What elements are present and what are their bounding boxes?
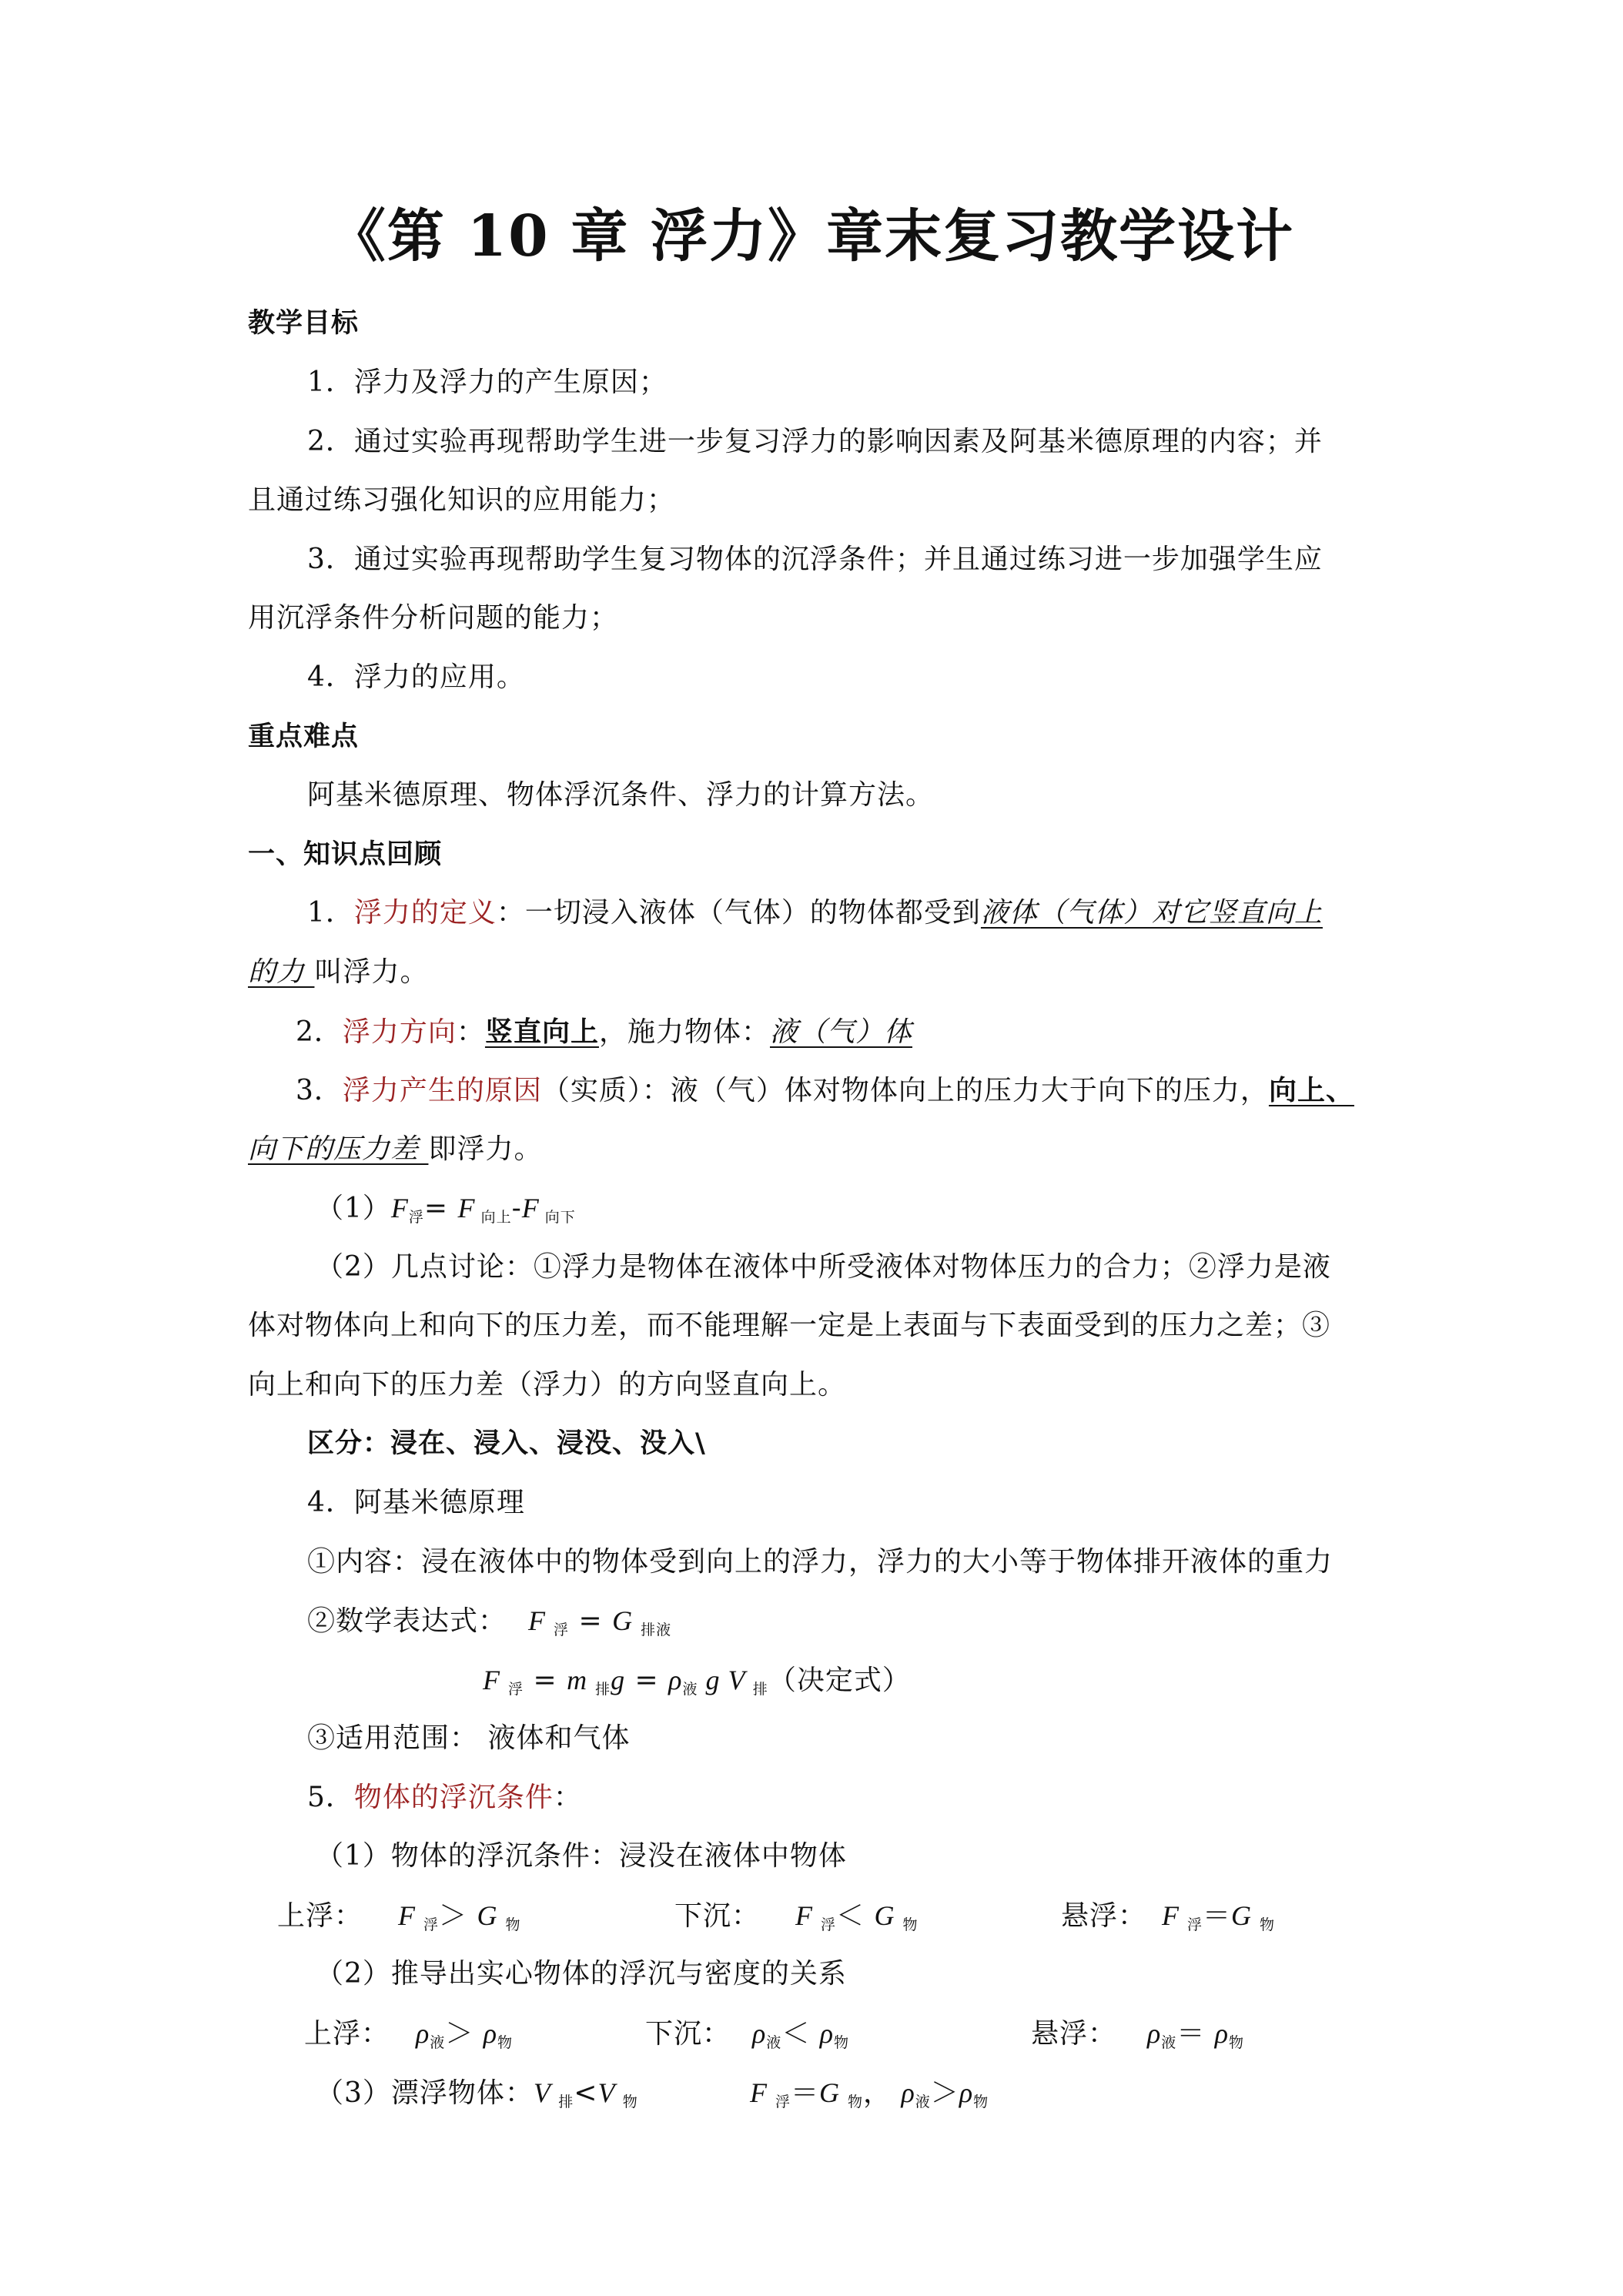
c2-rise-rho-sub: 液: [430, 2034, 446, 2051]
dir-number: 2．: [296, 1016, 343, 1048]
def-end: 叫浮力。: [314, 956, 429, 988]
discussion-line-3: 向上和向下的压力差（浮力）的方向竖直向上。: [248, 1369, 847, 1401]
c2-rise: [304, 2017, 513, 2060]
c1-sink-G-sub: 物: [902, 1916, 919, 1933]
c1-sink-op: ＜: [836, 1900, 875, 1932]
expr-label: ②数学表达式：: [307, 1605, 507, 1637]
c2-sink-op: ＜: [781, 2018, 820, 2050]
float-sink-title: [307, 1781, 582, 1815]
float-label: 物体的浮沉条件: [353, 1782, 554, 1813]
def-answer-1: 液体（气体）对它竖直向上: [980, 897, 1323, 929]
archimedes-title: 4．阿基米德原理: [307, 1487, 525, 1518]
buoyancy-cause-line-2: [248, 1133, 542, 1166]
expr2-V-sub: 排: [752, 1681, 768, 1698]
c2-rise-rho-obj: ρ: [483, 2018, 498, 2049]
float-number: 5．: [307, 1782, 354, 1813]
buoyancy-cause-line-1: [296, 1073, 1354, 1108]
expr2-gV: g V: [698, 1665, 753, 1695]
f1-F-down: F: [521, 1193, 540, 1223]
goal-item-3-line-2: 用沉浮条件分析问题的能力；: [248, 602, 619, 634]
c1-sink-F: F: [795, 1900, 822, 1931]
c2-suspend-op: ＝: [1176, 2018, 1215, 2050]
key-points-heading: 重点难点: [248, 721, 360, 752]
c3-rho-sub: 液: [915, 2094, 931, 2110]
c2-sink: [645, 2017, 849, 2060]
distinguish-terms: 区分：浸在、浸入、浸没、没入\: [307, 1428, 706, 1459]
def-label: 浮力的定义: [353, 897, 497, 929]
c1-suspend: [1061, 1899, 1275, 1942]
archimedes-scope: ③适用范围： 液体和气体: [307, 1722, 631, 1754]
goal-item-3-line-1: 3．通过实验再现帮助学生复习物体的沉浮条件；并且通过练习进一步加强学生应: [307, 544, 1323, 575]
c1-suspend-label: 悬浮：: [1061, 1900, 1147, 1932]
f1-eq: =: [423, 1193, 458, 1224]
dir-answer: 竖直向上: [484, 1016, 599, 1048]
goals-heading: 教学目标: [248, 308, 360, 339]
c3-V-sub: 排: [558, 2094, 574, 2110]
c2-sink-rho-sub: 液: [766, 2034, 782, 2051]
goal-item-4: 4．浮力的应用。: [307, 661, 525, 693]
c3-comma: ，: [863, 2077, 902, 2109]
discussion-line-2: 体对物体向上和向下的压力差，而不能理解一定是上表面与下表面受到的压力之差；③: [248, 1310, 1331, 1341]
c3-volume: [316, 2076, 638, 2119]
c1-rise-op: ＞: [439, 1900, 477, 1932]
expr2-eq-2: =: [625, 1665, 669, 1696]
archimedes-expression-1: [307, 1604, 671, 1647]
expr2-m: m: [567, 1665, 596, 1695]
c2-suspend-rho-obj-sub: 物: [1229, 2034, 1245, 2051]
expr2-rho: ρ: [668, 1665, 683, 1695]
c2-sink-label: 下沉：: [645, 2018, 731, 2050]
c1-suspend-G: G: [1231, 1900, 1260, 1931]
c3-V-obj-sub: 物: [622, 2094, 638, 2110]
buoyancy-definition-line-2: [248, 956, 428, 989]
c3-rho-obj-sub: 物: [973, 2094, 989, 2110]
expr2-note: （决定式）: [768, 1665, 911, 1696]
f1-minus: -: [511, 1193, 522, 1224]
page-title: 《第 10 章 浮力》章末复习教学设计: [328, 203, 1295, 269]
c1-rise-F-sub: 浮: [423, 1916, 440, 1933]
c2-rise-label: 上浮：: [304, 2018, 390, 2050]
cause-label: 浮力产生的原因: [342, 1075, 542, 1106]
f1-F-up: F: [457, 1193, 476, 1223]
formula-pressure-difference: [316, 1191, 576, 1234]
c1-sink-F-sub: 浮: [821, 1916, 837, 1933]
cause-end: 即浮力。: [428, 1133, 543, 1165]
cause-number: 3．: [296, 1075, 343, 1106]
expr1-F: F: [528, 1605, 554, 1636]
c3-gt: ＞: [930, 2077, 959, 2109]
c3-lt: <: [574, 2077, 598, 2109]
def-number: 1．: [307, 897, 354, 929]
f1-sub-down: 向下: [539, 1209, 576, 1226]
expr2-eq: =: [524, 1665, 567, 1696]
float-colon: ：: [553, 1782, 582, 1813]
expr2-rho-sub: 液: [682, 1681, 698, 1698]
archimedes-content: ①内容：浸在液体中的物体受到向上的浮力，浮力的大小等于物体排开液体的重力: [307, 1546, 1334, 1578]
c2-rise-rho-obj-sub: 物: [497, 2034, 514, 2051]
c3-V-obj: V: [597, 2077, 623, 2108]
f1-F: F: [390, 1193, 409, 1223]
dir-mid: ，施力物体：: [598, 1016, 770, 1048]
c2-rise-rho: ρ: [416, 2018, 430, 2049]
goal-item-2-line-1: 2．通过实验再现帮助学生进一步复习浮力的影响因素及阿基米德原理的内容；并: [307, 426, 1323, 457]
c1-sink-G: G: [874, 1900, 903, 1931]
c2-suspend-rho-sub: 液: [1161, 2034, 1177, 2051]
dir-answer-2: 液（气）体: [769, 1016, 912, 1048]
c1-rise-label: 上浮：: [277, 1900, 363, 1932]
expr2-g: g: [611, 1665, 626, 1695]
goal-item-1: 1．浮力及浮力的产生原因；: [307, 366, 668, 398]
archimedes-expression-2: [483, 1663, 911, 1706]
c1-suspend-F: F: [1162, 1900, 1188, 1931]
goal-item-2-line-2: 且通过练习强化知识的应用能力；: [248, 484, 676, 516]
buoyancy-direction: [296, 1015, 912, 1049]
c2-rise-op: ＞: [445, 2018, 484, 2050]
c1-rise-F: F: [398, 1900, 424, 1931]
cause-text: （实质）：液（气）体对物体向上的压力大于向下的压力，: [541, 1075, 1269, 1106]
def-answer-2: 的力: [248, 956, 315, 988]
expr1-eq: =: [569, 1605, 613, 1637]
c2-suspend-rho-obj: ρ: [1214, 2018, 1230, 2049]
cause-answer-1: 向上、: [1268, 1074, 1354, 1106]
c2-sink-rho-obj: ρ: [819, 2018, 835, 2049]
f1-sub-up: 向上: [475, 1209, 512, 1226]
c1-sink: [674, 1899, 919, 1942]
review-heading: 一、知识点回顾: [248, 839, 443, 870]
c3-prefix: （3）漂浮物体：: [316, 2077, 534, 2109]
c2-suspend: [1031, 2017, 1244, 2060]
c2-sink-rho-obj-sub: 物: [834, 2034, 850, 2051]
c3-F-sub: 浮: [775, 2094, 791, 2110]
expr1-G-sub: 排液: [641, 1622, 672, 1638]
c1-rise-G: G: [477, 1900, 506, 1931]
c3-eq: ＝: [791, 2077, 820, 2109]
expr2-F: F: [483, 1665, 508, 1695]
expr2-m-sub: 排: [595, 1681, 611, 1698]
c1-suspend-op: ＝: [1203, 1900, 1232, 1932]
c3-rho-obj: ρ: [959, 2077, 974, 2108]
condition-1-title: （1）物体的浮沉条件：浸没在液体中物体: [316, 1840, 847, 1872]
expr1-G: G: [612, 1605, 641, 1636]
c1-sink-label: 下沉：: [674, 1900, 761, 1932]
c3-G: G: [819, 2077, 848, 2108]
c3-G-sub: 物: [848, 2094, 864, 2110]
c3-rho: ρ: [901, 2077, 915, 2108]
c1-suspend-F-sub: 浮: [1187, 1916, 1203, 1933]
expr2-F-sub: 浮: [508, 1681, 524, 1698]
c2-suspend-rho: ρ: [1147, 2018, 1162, 2049]
def-text: ：一切浸入液体（气体）的物体都受到: [496, 897, 981, 929]
c1-rise-G-sub: 物: [505, 1916, 521, 1933]
c2-suspend-label: 悬浮：: [1031, 2018, 1117, 2050]
dir-colon: ：: [456, 1016, 485, 1048]
dir-label: 浮力方向: [342, 1016, 457, 1048]
expr1-F-sub: 浮: [554, 1622, 570, 1638]
condition-2-title: （2）推导出实心物体的浮沉与密度的关系: [316, 1958, 847, 1990]
c1-rise: [277, 1899, 521, 1942]
c3-force-density: [750, 2076, 989, 2119]
c3-F: F: [750, 2077, 775, 2108]
c3-V: V: [533, 2077, 559, 2108]
c2-sink-rho: ρ: [752, 2018, 767, 2049]
discussion-line-1: （2）几点讨论：①浮力是物体在液体中所受液体对物体压力的合力；②浮力是液: [316, 1251, 1331, 1283]
f1-sub-float: 浮: [408, 1209, 424, 1226]
buoyancy-definition-line-1: [307, 896, 1323, 930]
c1-suspend-G-sub: 物: [1260, 1916, 1276, 1933]
cause-answer-2: 向下的压力差: [248, 1133, 429, 1165]
f1-prefix: （1）: [316, 1193, 391, 1224]
key-points-text: 阿基米德原理、物体浮沉条件、浮力的计算方法。: [307, 779, 935, 811]
